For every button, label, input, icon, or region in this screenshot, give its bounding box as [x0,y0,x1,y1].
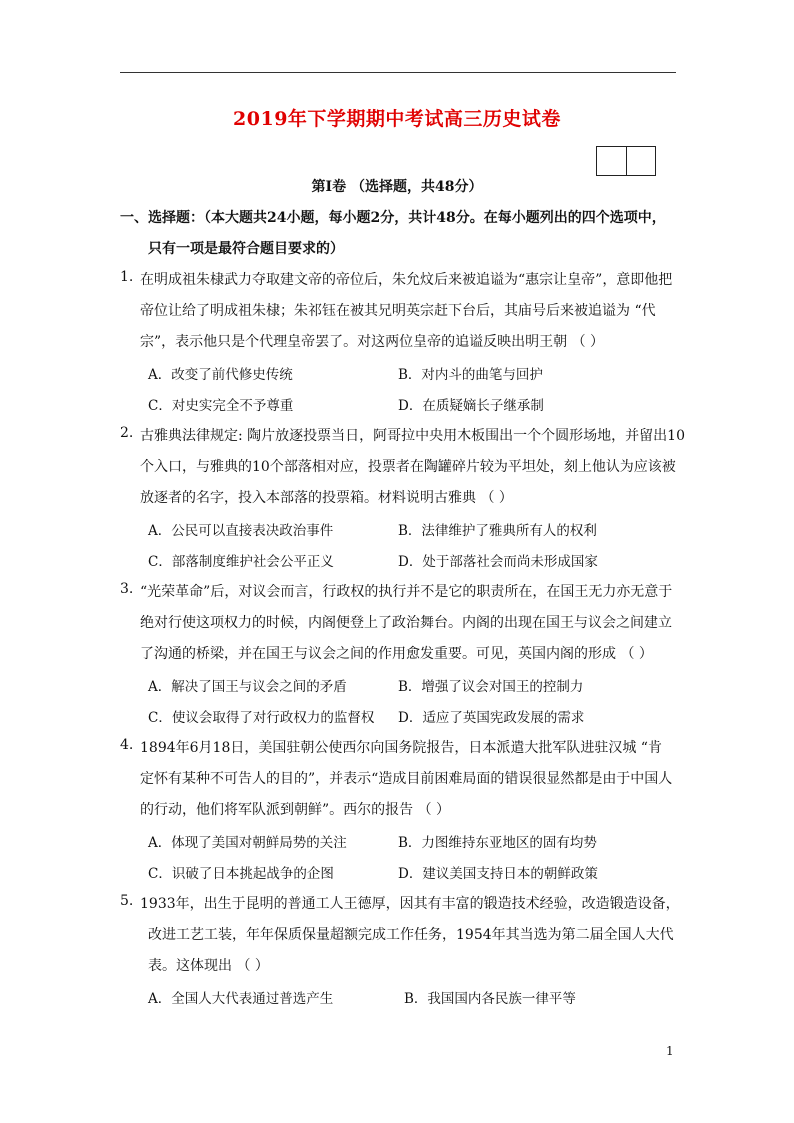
question-text-line: 在明成祖朱棣武力夺取建文帝的帝位后，朱允炆后来被追谥为“惠宗让皇帝”，意即他把 [140,272,673,288]
question-number: 1. [120,269,134,285]
question-text-line: “光荣革命”后，对议会而言，行政权的执行并不是它的职责所在，在国王无力亦无意于 [140,584,673,600]
question-number: 5. [120,893,134,909]
option-b: B．我国国内各民族一律平等 [404,991,576,1007]
option-a: A．改变了前代修史传统 [148,367,293,383]
option-c: C．对史实完全不予尊重 [148,398,294,414]
option-a: A．体现了美国对朝鲜局势的关注 [148,835,347,851]
page-number: 1 [666,1044,674,1058]
option-c: C．识破了日本挑起战争的企图 [148,866,334,882]
option-d: D．适应了英国宪政发展的需求 [398,710,585,726]
header-rule [120,72,676,73]
question-text-line: 宗”，表示他只是个代理皇帝罢了。对这两位皇帝的追谥反映出明王朝 （ ） [140,334,605,350]
option-a: A．全国人大代表通过普选产生 [148,991,334,1007]
question-number: 4. [120,737,134,753]
section-instructions-line-2: 只有一项是最符合题目要求的） [148,241,344,257]
option-a: A．解决了国王与议会之间的矛盾 [148,679,347,695]
question-number: 2. [120,425,134,441]
question-number: 3. [120,581,134,597]
score-box-divider [626,147,627,175]
section-instructions-line-1: 一、选择题：（本大题共24小题，每小题2分，共计48分。在每小题列出的四个选项中， [120,210,666,226]
question-text-line: 个入口，与雅典的10个部落相对应，投票者在陶罐碎片较为平坦处，刻上他认为应该被 [140,459,676,475]
question-text-line: 定怀有某种不可告人的目的”，并表示“造成目前困难局面的错误很显然都是由于中国人 [140,771,673,787]
question-text-line: 表。这体现出 （ ） [148,958,269,974]
question-text-line: 1933年，出生于昆明的普通工人王德厚，因其有丰富的锻造技术经验，改造锻造设备， [140,896,680,912]
volume-heading: 第Ⅰ卷 （选择题，共48分） [311,179,483,195]
question-text-line: 古雅典法律规定: 陶片放逐投票当日，阿哥拉中央用木板围出一个个圆形场地，并留出10 [140,428,685,444]
option-d: D．建议美国支持日本的朝鲜政策 [398,866,598,882]
option-a: A．公民可以直接表决政治事件 [148,523,334,539]
option-c: C．使议会取得了对行政权力的监督权 [148,710,375,726]
page-title: 2019年下学期期中考试高三历史试卷 [233,108,561,130]
option-c: C．部落制度维护社会公平正义 [148,554,334,570]
option-b: B．对内斗的曲笔与回护 [398,367,543,383]
question-text-line: 1894年6月18日，美国驻朝公使西尔向国务院报告，日本派遣大批军队进驻汉城 “肯 [140,740,662,756]
question-text-line: 的行动，他们将军队派到朝鲜”。西尔的报告 （ ） [140,802,451,818]
option-b: B．增强了议会对国王的控制力 [398,679,584,695]
option-d: D．处于部落社会而尚未形成国家 [398,554,598,570]
question-text-line: 放逐者的名字，投入本部落的投票箱。材料说明古雅典 （ ） [140,490,513,506]
question-text-line: 帝位让给了明成祖朱棣；朱祁钰在被其兄明英宗赶下台后，其庙号后来被追谥为 “代 [140,303,656,319]
option-b: B．法律维护了雅典所有人的权利 [398,523,597,539]
option-b: B．力图维持东亚地区的固有均势 [398,835,597,851]
option-d: D．在质疑嫡长子继承制 [398,398,544,414]
question-text-line: 改进工艺工装，年年保质保量超额完成工作任务，1954年其当选为第二届全国人大代 [148,927,674,943]
question-text-line: 了沟通的桥梁，并在国王与议会之间的作用愈发重要。可见，英国内阁的形成 （ ） [140,646,653,662]
question-text-line: 绝对行使这项权力的时候，内阁便登上了政治舞台。内阁的出现在国王与议会之间建立 [140,615,672,631]
score-box [596,146,656,176]
